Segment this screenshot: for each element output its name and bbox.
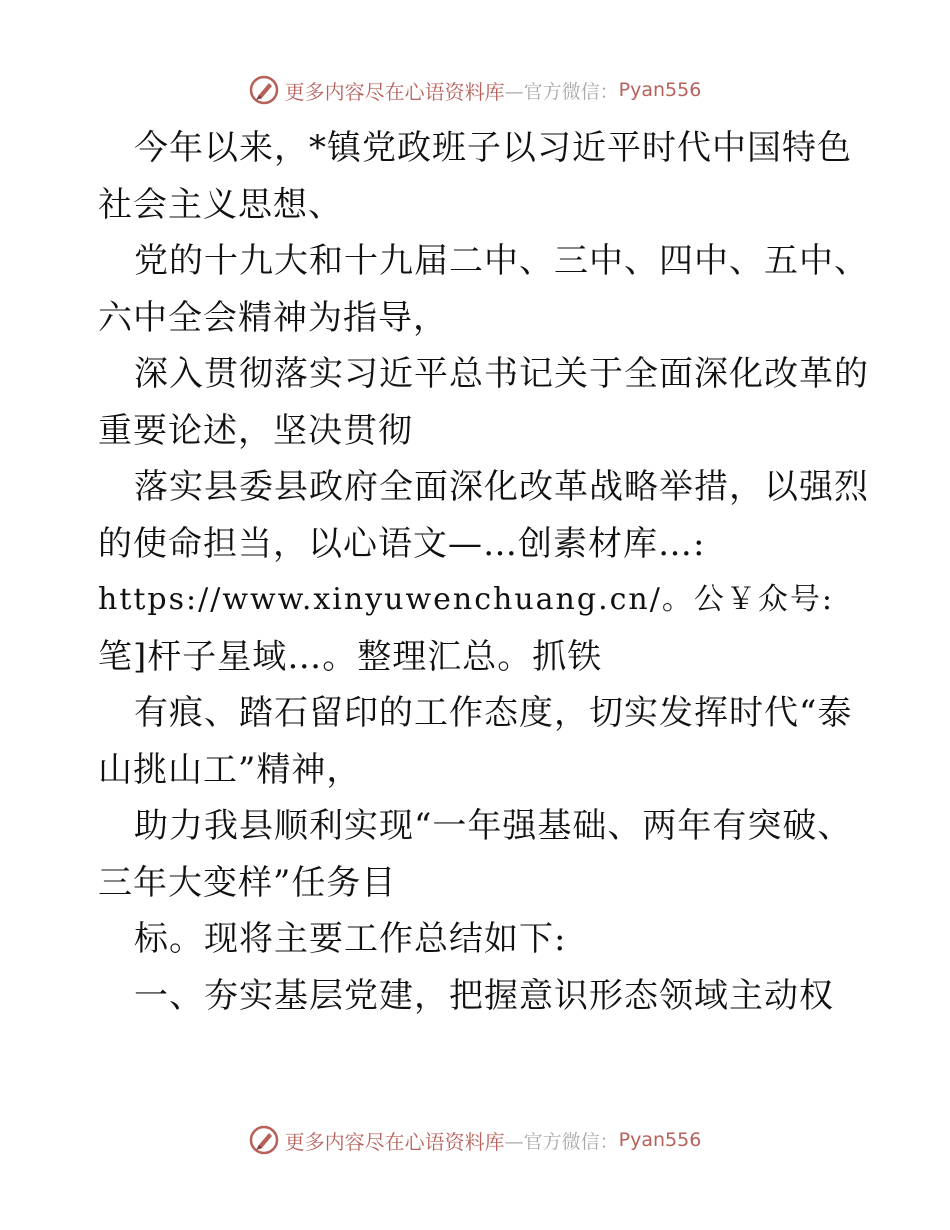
document-body bbox=[98, 120, 869, 1024]
watermark-wechat-id: Pyan556 bbox=[618, 1129, 702, 1151]
watermark-main-text: 更多内容尽在心语资料库 bbox=[284, 1129, 505, 1154]
text-line: 六中全会精神为指导， bbox=[98, 297, 448, 338]
url-line: https://www.xinyuwenchuang.cn/。公￥众号: bbox=[98, 582, 834, 617]
header-watermark bbox=[0, 70, 950, 110]
text-line: 助力我县顺利实现“一年强基础、两年有突破、 bbox=[134, 806, 853, 846]
text-line: 重要论述，坚决贯彻 bbox=[98, 410, 413, 451]
text-line: 今年以来，*镇党政班子以习近平时代中国特色 bbox=[134, 128, 852, 168]
pen-logo-icon bbox=[249, 75, 279, 105]
section-heading: 一、夯实基层党建，把握意识形态领域主动权 bbox=[134, 975, 834, 1016]
footer-watermark bbox=[0, 1120, 950, 1160]
pen-logo-icon bbox=[249, 1125, 279, 1155]
text-line: 党的十九大和十九届二中、三中、四中、五中、 bbox=[134, 241, 869, 281]
text-line: 落实县委县政府全面深化改革战略举措，以强烈 bbox=[134, 467, 869, 507]
text-line: 三年大变样”任务目 bbox=[98, 862, 397, 903]
text-line: 笔]杆子星域…。整理汇总。抓铁 bbox=[98, 636, 603, 677]
text-line: 山挑山工”精神， bbox=[98, 749, 362, 790]
text-line: 社会主义思想、 bbox=[98, 184, 343, 225]
text-line: 深入贯彻落实习近平总书记关于全面深化改革的 bbox=[134, 354, 869, 394]
watermark-wechat-id: Pyan556 bbox=[618, 79, 702, 101]
watermark-sub-text: —官方微信： bbox=[504, 1130, 619, 1153]
watermark-sub-text: —官方微信： bbox=[504, 80, 619, 103]
text-line: 有痕、踏石留印的工作态度，切实发挥时代“泰 bbox=[134, 693, 853, 733]
watermark-main-text: 更多内容尽在心语资料库 bbox=[284, 79, 505, 104]
text-line: 标。现将主要工作总结如下: bbox=[134, 919, 567, 959]
text-line: 的使命担当，以心语文—…创素材库…: bbox=[98, 523, 706, 564]
